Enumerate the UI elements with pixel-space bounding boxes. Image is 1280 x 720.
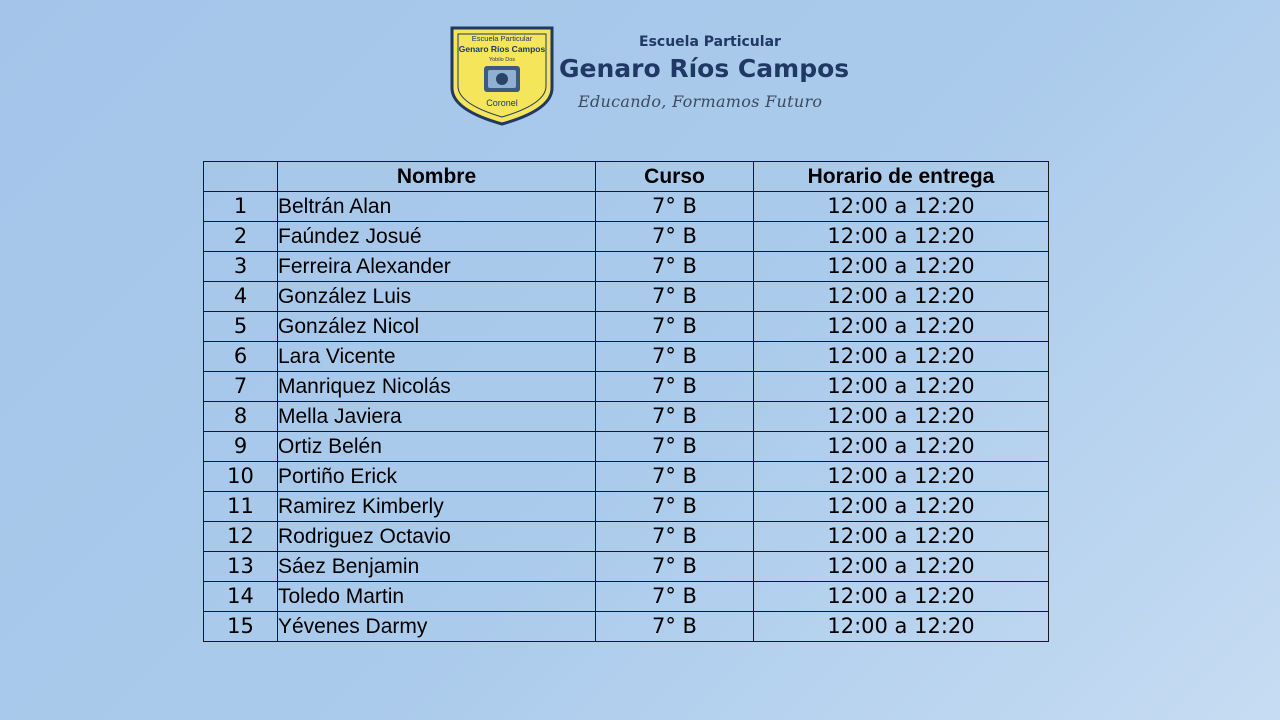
row-index: 4 <box>204 282 278 312</box>
table-row <box>204 252 1049 282</box>
course: 7° B <box>596 402 754 432</box>
table-row <box>204 402 1049 432</box>
course: 7° B <box>596 432 754 462</box>
row-index: 14 <box>204 582 278 612</box>
course: 7° B <box>596 492 754 522</box>
course: 7° B <box>596 462 754 492</box>
row-index: 1 <box>204 192 278 222</box>
student-name: Faúndez Josué <box>278 222 596 252</box>
crest-top-text: Escuela Particular <box>471 34 533 43</box>
course: 7° B <box>596 282 754 312</box>
column-header-course: Curso <box>596 162 754 192</box>
row-index: 9 <box>204 432 278 462</box>
school-type-label: Escuela Particular <box>639 34 781 50</box>
column-header-delivery-time: Horario de entrega <box>754 162 1049 192</box>
row-index: 5 <box>204 312 278 342</box>
student-name: Ferreira Alexander <box>278 252 596 282</box>
table-row <box>204 222 1049 252</box>
course: 7° B <box>596 582 754 612</box>
student-name: Rodriguez Octavio <box>278 522 596 552</box>
delivery-time: 12:00 a 12:20 <box>754 522 1049 552</box>
delivery-time: 12:00 a 12:20 <box>754 432 1049 462</box>
student-name: Mella Javiera <box>278 402 596 432</box>
delivery-time: 12:00 a 12:20 <box>754 252 1049 282</box>
row-index: 3 <box>204 252 278 282</box>
course: 7° B <box>596 522 754 552</box>
table-row <box>204 552 1049 582</box>
school-motto: Educando, Formamos Futuro <box>578 92 823 111</box>
student-name: Ortiz Belén <box>278 432 596 462</box>
crest-bottom-text: Coronel <box>486 98 518 108</box>
course: 7° B <box>596 552 754 582</box>
column-header-name: Nombre <box>278 162 596 192</box>
delivery-time: 12:00 a 12:20 <box>754 462 1049 492</box>
delivery-time: 12:00 a 12:20 <box>754 552 1049 582</box>
table-row <box>204 492 1049 522</box>
course: 7° B <box>596 372 754 402</box>
table-row <box>204 192 1049 222</box>
course: 7° B <box>596 192 754 222</box>
row-index: 2 <box>204 222 278 252</box>
course: 7° B <box>596 222 754 252</box>
student-name: Sáez Benjamin <box>278 552 596 582</box>
crest-name-text: Genaro Ríos Campos <box>458 44 546 54</box>
column-header-index <box>204 162 278 192</box>
school-name: Genaro Ríos Campos <box>559 54 850 83</box>
delivery-time: 12:00 a 12:20 <box>754 372 1049 402</box>
table-row <box>204 522 1049 552</box>
table-row <box>204 372 1049 402</box>
student-name: Lara Vicente <box>278 342 596 372</box>
table-header-row <box>204 162 1049 192</box>
delivery-time: 12:00 a 12:20 <box>754 282 1049 312</box>
table-row <box>204 432 1049 462</box>
crest-tagline: Yobilo Dos <box>488 57 516 63</box>
student-name: Ramirez Kimberly <box>278 492 596 522</box>
course: 7° B <box>596 312 754 342</box>
row-index: 13 <box>204 552 278 582</box>
delivery-time: 12:00 a 12:20 <box>754 342 1049 372</box>
course: 7° B <box>596 612 754 642</box>
student-name: Beltrán Alan <box>278 192 596 222</box>
delivery-time: 12:00 a 12:20 <box>754 312 1049 342</box>
school-header <box>450 26 870 126</box>
student-name: González Luis <box>278 282 596 312</box>
student-name: Portiño Erick <box>278 462 596 492</box>
student-name: Yévenes Darmy <box>278 612 596 642</box>
delivery-time: 12:00 a 12:20 <box>754 222 1049 252</box>
course: 7° B <box>596 342 754 372</box>
delivery-time: 12:00 a 12:20 <box>754 492 1049 522</box>
delivery-time: 12:00 a 12:20 <box>754 612 1049 642</box>
row-index: 6 <box>204 342 278 372</box>
table-row <box>204 612 1049 642</box>
delivery-time: 12:00 a 12:20 <box>754 192 1049 222</box>
table-row <box>204 462 1049 492</box>
school-crest-icon <box>450 26 554 126</box>
student-name: Toledo Martin <box>278 582 596 612</box>
row-index: 11 <box>204 492 278 522</box>
table-row <box>204 582 1049 612</box>
row-index: 12 <box>204 522 278 552</box>
delivery-schedule-table <box>203 161 1049 642</box>
course: 7° B <box>596 252 754 282</box>
row-index: 10 <box>204 462 278 492</box>
row-index: 7 <box>204 372 278 402</box>
delivery-time: 12:00 a 12:20 <box>754 402 1049 432</box>
row-index: 8 <box>204 402 278 432</box>
student-name: González Nicol <box>278 312 596 342</box>
table-row <box>204 342 1049 372</box>
table-row <box>204 282 1049 312</box>
table-row <box>204 312 1049 342</box>
student-name: Manriquez Nicolás <box>278 372 596 402</box>
row-index: 15 <box>204 612 278 642</box>
delivery-time: 12:00 a 12:20 <box>754 582 1049 612</box>
